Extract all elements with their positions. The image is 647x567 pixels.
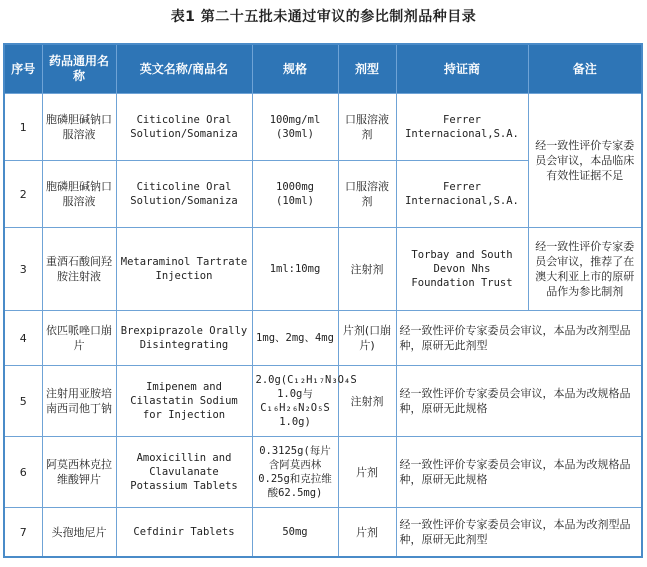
header-holder: 持证商 — [396, 44, 528, 94]
cell-en-name: Citicoline Oral Solution/Somaniza — [116, 161, 252, 228]
table-row — [4, 366, 642, 437]
cell-spec: 2.0g(C₁₂H₁₇N₃O₄S 1.0g与C₁₆H₂₆N₂O₅S 1.0g) — [252, 366, 338, 437]
cell-name: 重酒石酸间羟胺注射液 — [42, 228, 116, 311]
reference-drug-table — [3, 43, 643, 558]
cell-holder: Ferrer Internacional,S.A. — [396, 94, 528, 161]
header-en-name: 英文名称/商品名 — [116, 44, 252, 94]
cell-form: 片剂 — [338, 437, 396, 508]
cell-en-name: Cefdinir Tablets — [116, 508, 252, 558]
cell-en-name: Imipenem and Cilastatin Sodium for Injection — [116, 366, 252, 437]
page-title: 表1 第二十五批未通过审议的参比制剂品种目录 — [170, 9, 477, 25]
table-row — [4, 508, 642, 558]
cell-name: 胞磷胆碱钠口服溶液 — [42, 94, 116, 161]
cell-note-wide: 经一致性评价专家委员会审议，本品为改规格品种，原研无此规格 — [396, 366, 642, 437]
cell-no: 1 — [4, 94, 42, 161]
cell-name: 阿莫西林克拉维酸钾片 — [42, 437, 116, 508]
cell-en-name: Citicoline Oral Solution/Somaniza — [116, 94, 252, 161]
cell-name: 头孢地尼片 — [42, 508, 116, 558]
cell-spec: 1mg、2mg、4mg — [252, 311, 338, 366]
cell-no: 5 — [4, 366, 42, 437]
cell-en-name: Metaraminol Tartrate Injection — [116, 228, 252, 311]
cell-no: 6 — [4, 437, 42, 508]
cell-form: 口服溶液剂 — [338, 161, 396, 228]
cell-name: 依匹哌唑口崩片 — [42, 311, 116, 366]
cell-en-name: Brexpiprazole Orally Disintegrating — [116, 311, 252, 366]
cell-form: 片剂 — [338, 508, 396, 558]
cell-note-wide: 经一致性评价专家委员会审议，本品为改规格品种，原研无此规格 — [396, 437, 642, 508]
cell-holder: Torbay and South Devon Nhs Foundation Trust — [396, 228, 528, 311]
cell-note: 经一致性评价专家委员会审议，推荐了在澳大利亚上市的原研品作为参比制剂 — [528, 228, 642, 311]
cell-holder: Ferrer Internacional,S.A. — [396, 161, 528, 228]
cell-form: 片剂(口崩片) — [338, 311, 396, 366]
cell-no: 7 — [4, 508, 42, 558]
cell-no: 2 — [4, 161, 42, 228]
cell-form: 口服溶液剂 — [338, 94, 396, 161]
cell-en-name: Amoxicillin and Clavulanate Potassium Tablets — [116, 437, 252, 508]
header-name: 药品通用名称 — [42, 44, 116, 94]
cell-spec: 100mg/ml (30ml) — [252, 94, 338, 161]
cell-spec: 1ml:10mg — [252, 228, 338, 311]
cell-spec: 0.3125g(每片含阿莫西林0.25g和克拉维酸62.5mg) — [252, 437, 338, 508]
cell-note-wide: 经一致性评价专家委员会审议，本品为改剂型品种，原研无此剂型 — [396, 508, 642, 558]
cell-form: 注射剂 — [338, 228, 396, 311]
header-note: 备注 — [528, 44, 642, 94]
table-row — [4, 228, 642, 311]
table-row — [4, 437, 642, 508]
header-no: 序号 — [4, 44, 42, 94]
header-spec: 规格 — [252, 44, 338, 94]
header-row — [4, 44, 642, 94]
cell-spec: 1000mg (10ml) — [252, 161, 338, 228]
cell-name: 注射用亚胺培南西司他丁钠 — [42, 366, 116, 437]
cell-name: 胞磷胆碱钠口服溶液 — [42, 161, 116, 228]
cell-note-merged: 经一致性评价专家委员会审议，本品临床有效性证据不足 — [528, 94, 642, 228]
table-row — [4, 311, 642, 366]
cell-spec: 50mg — [252, 508, 338, 558]
cell-no: 3 — [4, 228, 42, 311]
cell-no: 4 — [4, 311, 42, 366]
table-row — [4, 94, 642, 161]
cell-note-wide: 经一致性评价专家委员会审议，本品为改剂型品种，原研无此剂型 — [396, 311, 642, 366]
header-form: 剂型 — [338, 44, 396, 94]
cell-form: 注射剂 — [338, 366, 396, 437]
